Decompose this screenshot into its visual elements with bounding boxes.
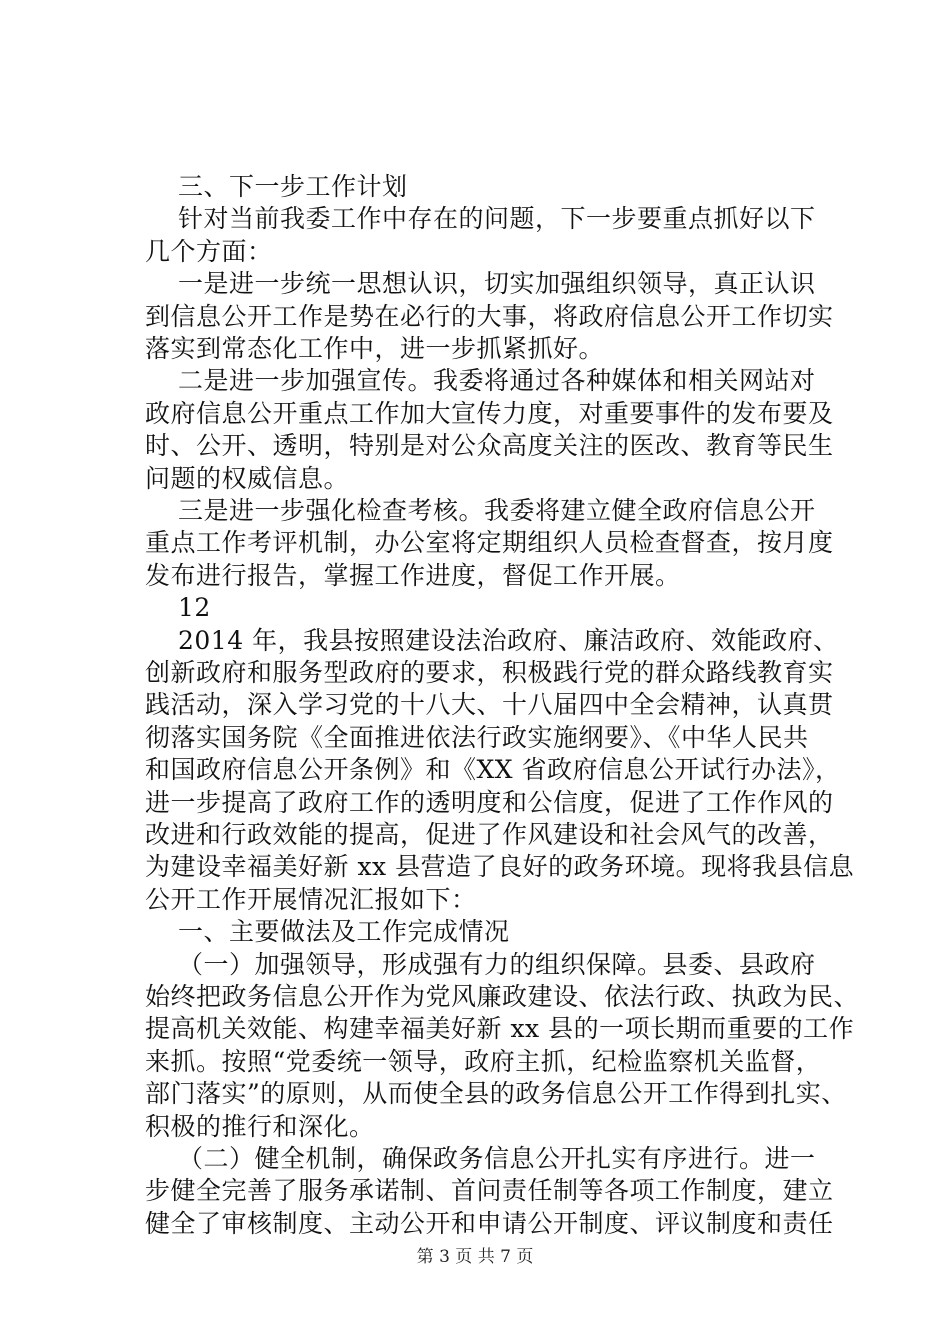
paragraph-line: 政府信息公开重点工作加大宣传力度，对重要事件的发布要及 (145, 398, 834, 428)
paragraph-line: 时、公开、透明，特别是对公众高度关注的医改、教育等民生 (145, 431, 834, 461)
paragraph-line: 发布进行报告，掌握工作进度，督促工作开展。 (145, 560, 681, 590)
page-footer: 第 3 页 共 7 页 (416, 1247, 534, 1267)
paragraph-line: （二）健全机制，确保政务信息公开扎实有序进行。进一 (178, 1144, 816, 1173)
paragraph-line: 来抓。按照“党委统一领导，政府主抓，纪检监察机关监督， (145, 1046, 822, 1076)
paragraph-line: 创新政府和服务型政府的要求，积极践行党的群众路线教育实 (145, 658, 834, 687)
paragraph-line: 针对当前我委工作中存在的问题，下一步要重点抓好以下 (178, 204, 816, 234)
paragraph-line: 公开工作开展情况汇报如下： (145, 884, 477, 914)
paragraph-line: 彻落实国务院《全面推进依法行政实施纲要》、《中华人民共 (145, 722, 809, 752)
paragraph-line: 几个方面： (145, 236, 273, 266)
paragraph-line: 三是进一步强化检查考核。我委将建立健全政府信息公开 (178, 496, 816, 525)
paragraph-line: 始终把政务信息公开作为党风廉政建设、依法行政、执政为民、 (145, 982, 860, 1011)
paragraph-line: 二是进一步加强宣传。我委将通过各种媒体和相关网站对 (178, 366, 816, 396)
paragraph-line: 和国政府信息公开条例》和《XX 省政府信息公开试行办法》， (145, 755, 841, 785)
paragraph-line: 践活动，深入学习党的十八大、十八届四中全会精神，认真贯 (145, 690, 834, 720)
paragraph-line: 一是进一步统一思想认识，切实加强组织领导，真正认识 (178, 269, 816, 299)
section-heading: 一、主要做法及工作完成情况 (178, 917, 510, 947)
paragraph-line: 积极的推行和深化。 (145, 1111, 375, 1141)
paragraph-line: （一）加强领导，形成强有力的组织保障。县委、县政府 (178, 949, 816, 979)
paragraph-line: 到信息公开工作是势在必行的大事，将政府信息公开工作切实 (145, 301, 834, 331)
paragraph-line: 提高机关效能、构建幸福美好新 xx 县的一项长期而重要的工作 (145, 1014, 855, 1044)
paragraph-line: 部门落实”的原则，从而使全县的政务信息公开工作得到扎实、 (145, 1079, 847, 1109)
paragraph-line: 重点工作考评机制，办公室将定期组织人员检查督查，按月度 (145, 528, 834, 558)
paragraph-line: 进一步提高了政府工作的透明度和公信度，促进了工作作风的 (145, 787, 834, 817)
paragraph-line: 健全了审核制度、主动公开和申请公开制度、评议制度和责任 (145, 1208, 834, 1238)
paragraph-line: 改进和行政效能的提高，促进了作风建设和社会风气的改善， (145, 820, 834, 849)
paragraph-line: 问题的权威信息。 (145, 463, 350, 493)
paragraph-line: 为建设幸福美好新 xx 县营造了良好的政务环境。现将我县信息 (145, 852, 855, 882)
paragraph-line: 步健全完善了服务承诺制、首问责任制等各项工作制度，建立 (145, 1176, 834, 1206)
section-heading: 三、下一步工作计划 (178, 172, 408, 201)
paragraph-line: 落实到常态化工作中，进一步抓紧抓好。 (145, 334, 605, 363)
section-number: 12 (178, 593, 211, 623)
paragraph-line: 2014 年，我县按照建设法治政府、廉洁政府、效能政府、 (178, 625, 839, 655)
